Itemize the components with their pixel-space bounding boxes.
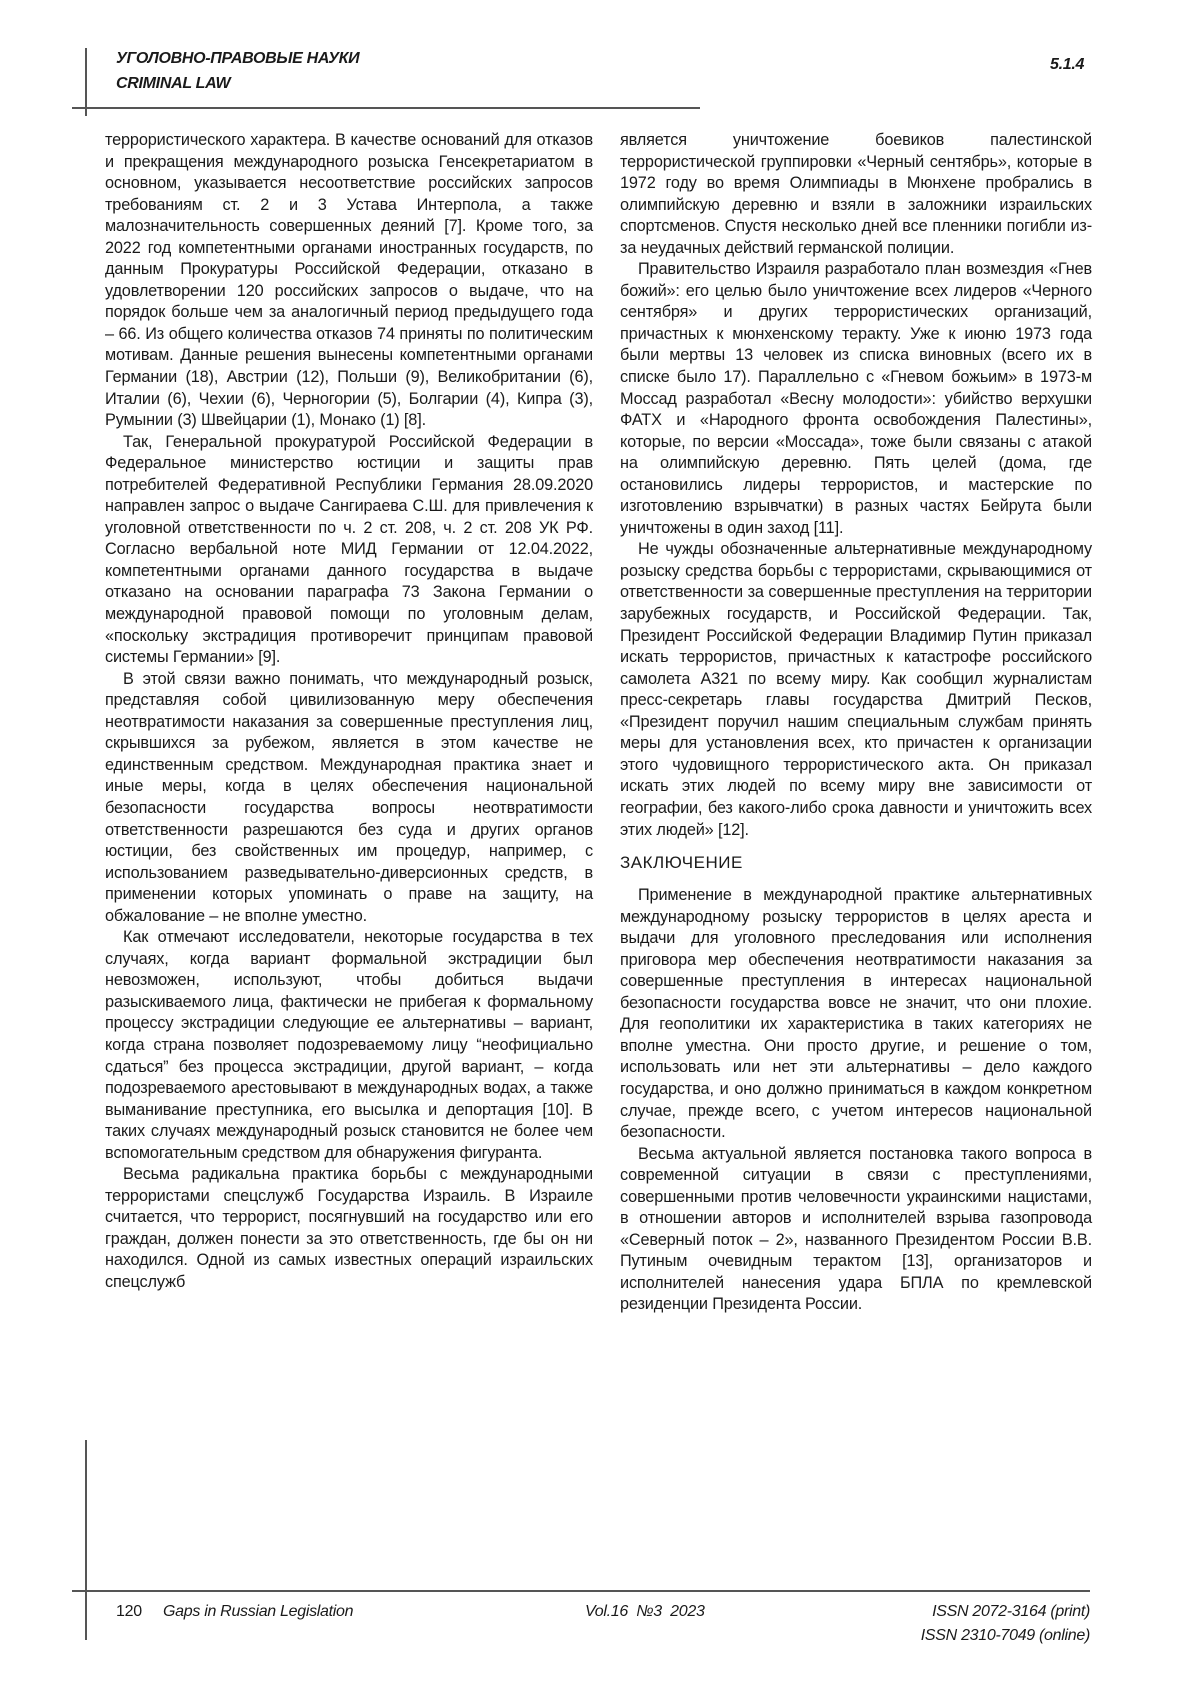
section-code: 5.1.4 [1050, 56, 1084, 74]
paragraph: является уничтожение боевиков палестинской террористической группировки «Черный сентябрь», которые в 1972 году во время Олимпиады в Мюнхене пробрались в олимпийскую деревню и взяли в заложники израильских спортсменов. Спустя несколько дней все пленники погибли из-за неудачных действий германской полиции. [620, 130, 1092, 259]
header-horizontal-rule [72, 107, 700, 109]
paragraph: Правительство Израиля разработало план возмездия «Гнев божий»: его целью было уничтожение всех лидеров «Черного сентября» и других террористических организаций, причастных к мюнхенскому теракту. Уже к июню 1973 года были мертвы 13 человек из списка виновных (всего их в списке было 17). Параллельно с «Гневом божьим» в 1973-м Моссад разработал «Весну молодости»: убийство верхушки ФАТХ и «Народного фронта освобождения Палестины», которые, по версии «Моссада», тоже были связаны с атакой на олимпийскую деревню. Пять целей (дома, где остановились лидеры террористов, и мастерские по изготовлению взрывчатки) в разных частях Бейрута были уничтожены в один заход [11]. [620, 259, 1092, 539]
header-vertical-rule [85, 48, 87, 116]
footer-vertical-rule [85, 1440, 87, 1640]
section-title-ru: УГОЛОВНО-ПРАВОВЫЕ НАУКИ [116, 50, 359, 68]
section-title-en: CRIMINAL LAW [116, 75, 230, 93]
paragraph: Не чужды обозначенные альтернативные международному розыску средства борьбы с террористами, скрывающимися от ответственности за совершенные преступления на территории зарубежных государств, и Российской Федерации. Так, Президент Российской Федерации Владимир Путин приказал искать террористов, причастных к катастрофе российского самолета А321 по всему миру. Как сообщил журналистам пресс-секретарь главы государства Дмитрий Песков, «Президент поручил нашим специальным службам принять меры для установления всех, кто причастен к организации этого чудовищного террористического акта. Он приказал искать этих людей по всему миру вне зависимости от географии, без какого-либо срока давности и уничтожить всех этих людей» [12]. [620, 539, 1092, 841]
conclusion-heading: ЗАКЛЮЧЕНИЕ [620, 852, 1092, 874]
journal-name: Gaps in Russian Legislation [163, 1603, 353, 1621]
paragraph: Применение в международной практике альтернативных международному розыску террористов в целях ареста и выдачи для уголовного преследования или исполнения приговора мер обеспечения неотвратимости наказания за совершенные преступления в интересах национальной безопасности государства вовсе не значит, что они плохие. Для геополитики их характеристика в таких категориях не вполне уместна. Они просто другие, и решение о том, использовать или нет эти альтернативы – дело каждого государства, и оно должно приниматься в каждом конкретном случае, прежде всего, с учетом интересов национальной безопасности. [620, 885, 1092, 1144]
paragraph: Так, Генеральной прокуратурой Российской Федерации в Федеральное министерство юстиции и защиты прав потребителей Федеративной Республики Германия 28.09.2020 направлен запрос о выдаче Сангираева С.Ш. для привлечения к уголовной ответственности по ч. 2 ст. 208, ч. 2 ст. 208 УК РФ. Согласно вербальной ноте МИД Германии от 12.04.2022, компетентными органами данного государства в выдаче отказано на основании параграфа 73 Закона Германии о международной правовой помощи по уголовным делам, «поскольку экстрадиция противоречит принципам правовой системы Германии» [9]. [105, 432, 593, 669]
right-column [620, 130, 1092, 1316]
paragraph: Весьма радикальна практика борьбы с международными террористами спецслужб Государства Израиль. В Израиле считается, что террорист, посягнувший на государство или его граждан, должен понести за это ответственность, где бы он ни находился. Одной из самых известных операций израильских спецслужб [105, 1164, 593, 1293]
paragraph: Весьма актуальной является постановка такого вопроса в современной ситуации в связи с преступлениями, совершенными против человечности украинскими нацистами, в отношении авторов и исполнителей взрыва газопровода «Северный поток – 2», названного Президентом России В.В. Путиным очевидным терактом [13], организаторов и исполнителей нанесения удара БПЛА по кремлевской резиденции Президента России. [620, 1144, 1092, 1316]
footer-horizontal-rule [72, 1590, 1090, 1592]
issue-info: Vol.16 №3 2023 [585, 1603, 705, 1621]
issn-online: ISSN 2310-7049 (online) [921, 1627, 1090, 1645]
left-column [105, 130, 593, 1294]
page-number: 120 [116, 1603, 142, 1621]
paragraph: Как отмечают исследователи, некоторые государства в тех случаях, когда вариант формальной экстрадиции был невозможен, используют, чтобы добиться выдачи разыскиваемого лица, фактически не прибегая к формальному процессу экстрадиции следующие ее альтернативы – вариант, когда страна позволяет подозреваемому лицу “неофициально сдаться” без процесса экстрадиции, другой вариант, – когда подозреваемого арестовывают в международных водах, а также выманивание преступника, его высылка и депортация [10]. В таких случаях международный розыск становится не более чем вспомогательным средством для обнаружения фигуранта. [105, 927, 593, 1164]
paragraph: террористического характера. В качестве оснований для отказов и прекращения международного розыска Генсекретариатом в основном, указывается несоответствие российских запросов требованиям ст. 2 и 3 Устава Интерпола, а также малозначительность совершенных деяний [7]. Кроме того, за 2022 год компетентными органами иностранных государств, по данным Прокуратуры Российской Федерации, отказано в удовлетворении 120 российских запросов о выдаче, что на порядок больше чем за аналогичный период предыдущего года – 66. Из общего количества отказов 74 приняты по политическим мотивам. Данные решения вынесены компетентными органами Германии (18), Австрии (12), Польши (9), Великобритании (6), Италии (6), Чехии (6), Черногории (5), Болгарии (4), Кипра (3), Румынии (3) Швейцарии (1), Монако (1) [8]. [105, 130, 593, 432]
issn-print: ISSN 2072-3164 (print) [932, 1603, 1090, 1621]
paragraph: В этой связи важно понимать, что международный розыск, представляя собой цивилизованную меру обеспечения неотвратимости наказания за совершенные преступления лиц, скрывшихся за рубежом, является в этом качестве не единственным средством. Международная практика знает и иные меры, когда в целях обеспечения национальной безопасности государства вопросы неотвратимости ответственности разрешаются без суда и других органов юстиции, без свойственных им процедур, например, с использованием разведывательно-диверсионных средств, в применении которых упоминать о праве на защиту, на обжалование – не вполне уместно. [105, 669, 593, 928]
